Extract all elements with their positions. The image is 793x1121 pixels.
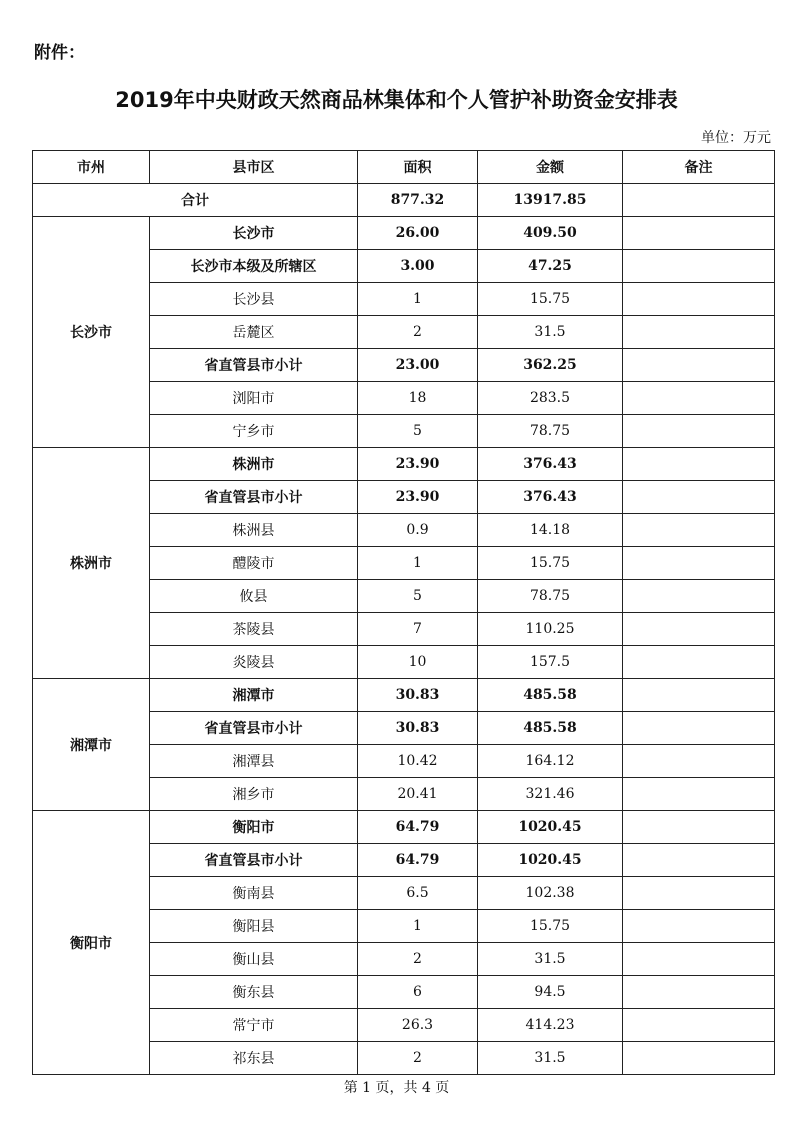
area-cell: 10 xyxy=(358,646,478,679)
page-footer: 第 1 页，共 4 页 xyxy=(343,1080,450,1096)
area-cell: 18 xyxy=(358,382,478,415)
note-cell xyxy=(623,448,775,481)
note-cell xyxy=(623,382,775,415)
note-cell xyxy=(623,811,775,844)
note-cell xyxy=(623,217,775,250)
total-label: 合计 xyxy=(33,184,358,217)
area-cell: 6 xyxy=(358,976,478,1009)
area-cell: 26.00 xyxy=(358,217,478,250)
amount-cell: 409.50 xyxy=(478,217,623,250)
total-area: 877.32 xyxy=(358,184,478,217)
area-cell: 6.5 xyxy=(358,877,478,910)
amount-cell: 14.18 xyxy=(478,514,623,547)
county-cell: 省直管县市小计 xyxy=(150,349,358,382)
area-cell: 23.00 xyxy=(358,349,478,382)
note-cell xyxy=(623,778,775,811)
amount-cell: 15.75 xyxy=(478,547,623,580)
amount-cell: 94.5 xyxy=(478,976,623,1009)
note-cell xyxy=(623,877,775,910)
note-cell xyxy=(623,679,775,712)
header-area: 面积 xyxy=(358,151,478,184)
note-cell xyxy=(623,712,775,745)
table-row xyxy=(33,448,775,481)
county-cell: 炎陵县 xyxy=(150,646,358,679)
county-cell: 株洲县 xyxy=(150,514,358,547)
amount-cell: 102.38 xyxy=(478,877,623,910)
area-cell: 26.3 xyxy=(358,1009,478,1042)
area-cell: 3.00 xyxy=(358,250,478,283)
note-cell xyxy=(623,547,775,580)
county-cell: 攸县 xyxy=(150,580,358,613)
county-cell: 醴陵市 xyxy=(150,547,358,580)
note-cell xyxy=(623,1009,775,1042)
county-cell: 长沙市本级及所辖区 xyxy=(150,250,358,283)
total-row xyxy=(33,184,775,217)
table-row xyxy=(33,679,775,712)
area-cell: 30.83 xyxy=(358,679,478,712)
note-cell xyxy=(623,646,775,679)
amount-cell: 283.5 xyxy=(478,382,623,415)
note-cell xyxy=(623,943,775,976)
county-cell: 株洲市 xyxy=(150,448,358,481)
area-cell: 30.83 xyxy=(358,712,478,745)
note-cell xyxy=(623,481,775,514)
area-cell: 2 xyxy=(358,316,478,349)
amount-cell: 31.5 xyxy=(478,943,623,976)
county-cell: 长沙市 xyxy=(150,217,358,250)
area-cell: 2 xyxy=(358,1042,478,1075)
amount-cell: 485.58 xyxy=(478,712,623,745)
area-cell: 0.9 xyxy=(358,514,478,547)
county-cell: 衡阳县 xyxy=(150,910,358,943)
area-cell: 1 xyxy=(358,283,478,316)
amount-cell: 1020.45 xyxy=(478,844,623,877)
city-cell: 株洲市 xyxy=(33,448,150,679)
amount-cell: 164.12 xyxy=(478,745,623,778)
table-row xyxy=(33,811,775,844)
amount-cell: 376.43 xyxy=(478,448,623,481)
county-cell: 湘潭市 xyxy=(150,679,358,712)
city-cell: 衡阳市 xyxy=(33,811,150,1075)
note-cell xyxy=(623,349,775,382)
county-cell: 常宁市 xyxy=(150,1009,358,1042)
county-cell: 衡南县 xyxy=(150,877,358,910)
county-cell: 祁东县 xyxy=(150,1042,358,1075)
county-cell: 湘潭县 xyxy=(150,745,358,778)
county-cell: 长沙县 xyxy=(150,283,358,316)
amount-cell: 321.46 xyxy=(478,778,623,811)
county-cell: 衡东县 xyxy=(150,976,358,1009)
header-amount: 金额 xyxy=(478,151,623,184)
note-cell xyxy=(623,250,775,283)
note-cell xyxy=(623,1042,775,1075)
header-county: 县市区 xyxy=(150,151,358,184)
area-cell: 7 xyxy=(358,613,478,646)
amount-cell: 78.75 xyxy=(478,415,623,448)
county-cell: 省直管县市小计 xyxy=(150,844,358,877)
table-body xyxy=(33,184,775,1075)
area-cell: 5 xyxy=(358,415,478,448)
amount-cell: 157.5 xyxy=(478,646,623,679)
amount-cell: 31.5 xyxy=(478,1042,623,1075)
area-cell: 23.90 xyxy=(358,448,478,481)
amount-cell: 1020.45 xyxy=(478,811,623,844)
amount-cell: 362.25 xyxy=(478,349,623,382)
city-cell: 湘潭市 xyxy=(33,679,150,811)
amount-cell: 78.75 xyxy=(478,580,623,613)
amount-cell: 414.23 xyxy=(478,1009,623,1042)
allocation-table xyxy=(32,150,775,1075)
area-cell: 10.42 xyxy=(358,745,478,778)
note-cell xyxy=(623,514,775,547)
note-cell xyxy=(623,844,775,877)
area-cell: 1 xyxy=(358,910,478,943)
note-cell xyxy=(623,745,775,778)
attachment-label: 附件： xyxy=(34,43,85,63)
amount-cell: 15.75 xyxy=(478,910,623,943)
note-cell xyxy=(623,415,775,448)
area-cell: 64.79 xyxy=(358,844,478,877)
county-cell: 茶陵县 xyxy=(150,613,358,646)
county-cell: 衡山县 xyxy=(150,943,358,976)
amount-cell: 485.58 xyxy=(478,679,623,712)
amount-cell: 376.43 xyxy=(478,481,623,514)
county-cell: 省直管县市小计 xyxy=(150,712,358,745)
note-cell xyxy=(623,976,775,1009)
note-cell xyxy=(623,910,775,943)
header-city: 市州 xyxy=(33,151,150,184)
county-cell: 省直管县市小计 xyxy=(150,481,358,514)
area-cell: 1 xyxy=(358,547,478,580)
county-cell: 浏阳市 xyxy=(150,382,358,415)
amount-cell: 47.25 xyxy=(478,250,623,283)
area-cell: 2 xyxy=(358,943,478,976)
table-row xyxy=(33,217,775,250)
note-cell xyxy=(623,283,775,316)
total-note xyxy=(623,184,775,217)
header-row xyxy=(33,151,775,184)
note-cell xyxy=(623,613,775,646)
note-cell xyxy=(623,580,775,613)
area-cell: 20.41 xyxy=(358,778,478,811)
note-cell xyxy=(623,316,775,349)
county-cell: 湘乡市 xyxy=(150,778,358,811)
amount-cell: 31.5 xyxy=(478,316,623,349)
city-cell: 长沙市 xyxy=(33,217,150,448)
document-title: 2019年中央财政天然商品林集体和个人管护补助资金安排表 xyxy=(115,88,678,112)
header-note: 备注 xyxy=(623,151,775,184)
county-cell: 衡阳市 xyxy=(150,811,358,844)
county-cell: 岳麓区 xyxy=(150,316,358,349)
total-amount: 13917.85 xyxy=(478,184,623,217)
amount-cell: 15.75 xyxy=(478,283,623,316)
area-cell: 5 xyxy=(358,580,478,613)
area-cell: 23.90 xyxy=(358,481,478,514)
area-cell: 64.79 xyxy=(358,811,478,844)
county-cell: 宁乡市 xyxy=(150,415,358,448)
amount-cell: 110.25 xyxy=(478,613,623,646)
unit-label: 单位：万元 xyxy=(701,130,771,146)
